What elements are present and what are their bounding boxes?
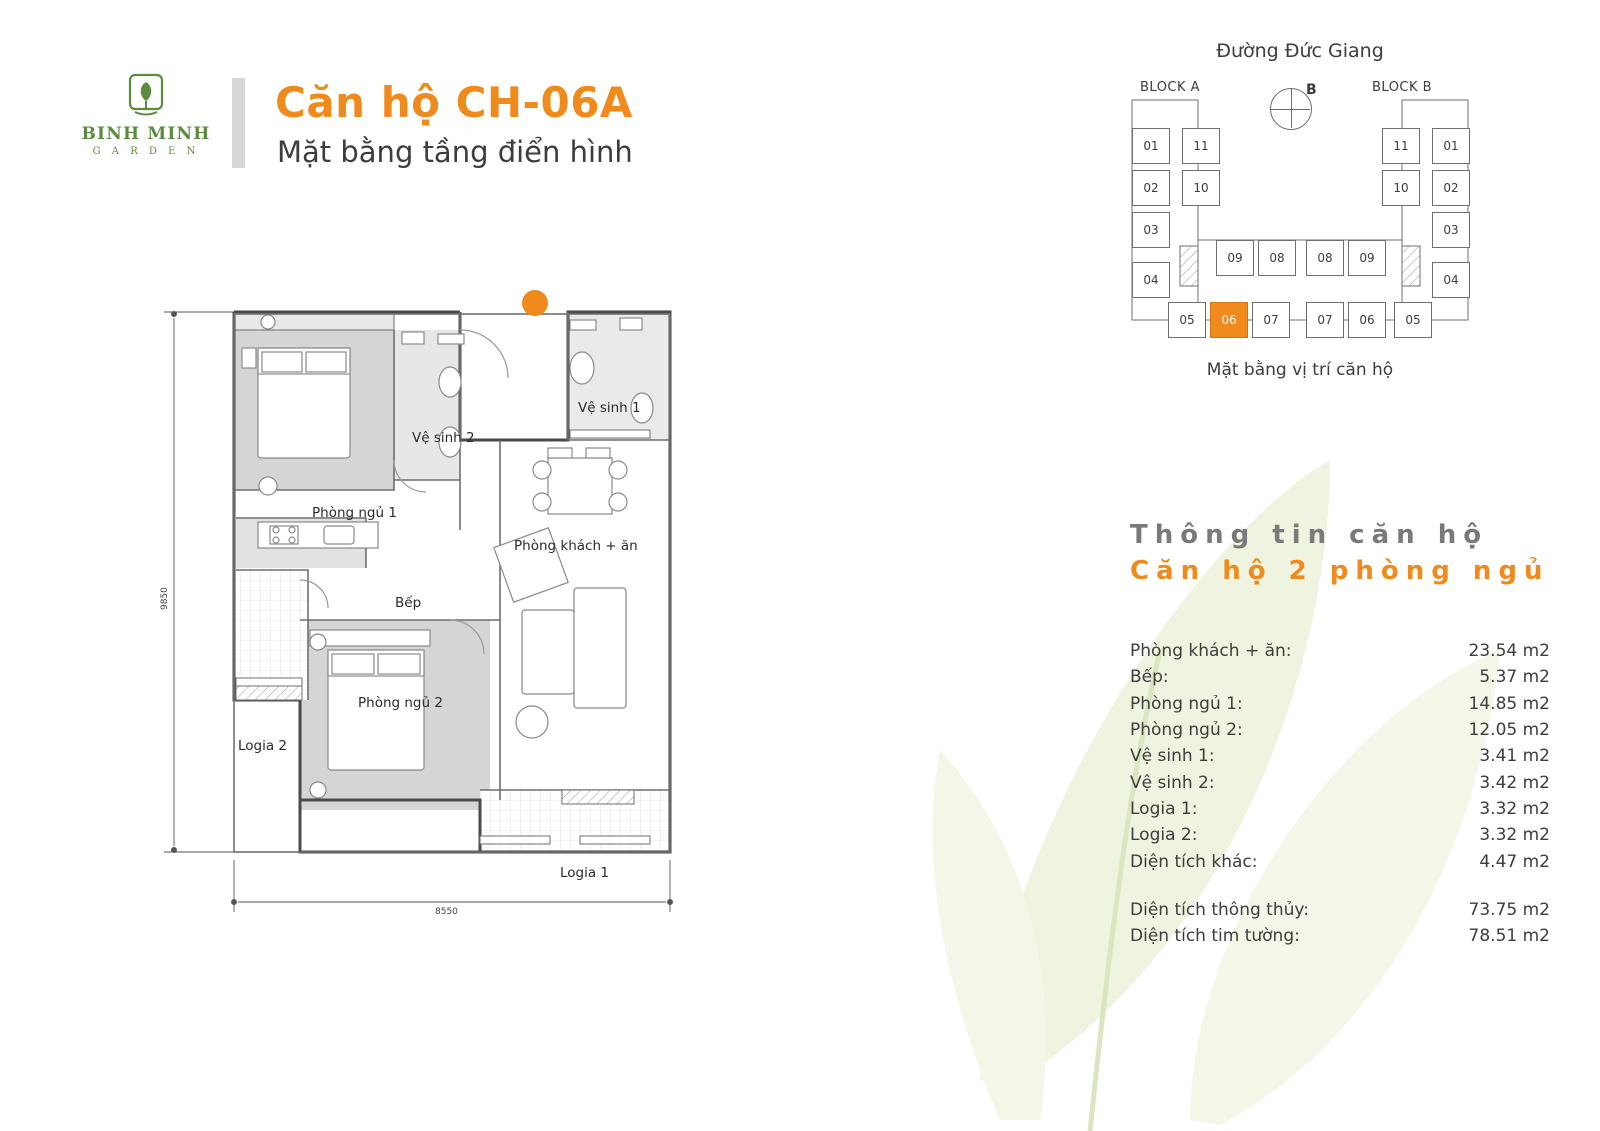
info-row bbox=[1130, 796, 1550, 822]
keyplan-unit-05-right[interactable]: 05 bbox=[1394, 302, 1432, 338]
floor-plan bbox=[150, 290, 710, 930]
info-heading-secondary: Căn hộ 2 phòng ngủ bbox=[1130, 556, 1550, 586]
keyplan-unit-03-left[interactable]: 03 bbox=[1132, 212, 1170, 248]
keyplan-unit-04-right[interactable]: 04 bbox=[1432, 262, 1470, 298]
info-row-label: Vệ sinh 2: bbox=[1130, 772, 1215, 793]
keyplan-unit-09-left[interactable]: 09 bbox=[1216, 240, 1254, 276]
brand-subtitle: G A R D E N bbox=[92, 146, 200, 157]
info-row bbox=[1130, 822, 1550, 848]
keyplan-unit-09-right[interactable]: 09 bbox=[1348, 240, 1386, 276]
apartment-info-panel bbox=[1130, 520, 1550, 950]
info-row-value: 23.54 m2 bbox=[1468, 641, 1550, 661]
info-row-label: Phòng khách + ăn: bbox=[1130, 641, 1292, 661]
keyplan-unit-02-left[interactable]: 02 bbox=[1132, 170, 1170, 206]
info-row bbox=[1130, 849, 1550, 875]
info-total-label: Diện tích tim tường: bbox=[1130, 926, 1300, 947]
info-row bbox=[1130, 743, 1550, 769]
info-row bbox=[1130, 638, 1550, 664]
dimension-vertical: 9850 bbox=[160, 587, 170, 610]
brand-name: BINH MINH bbox=[81, 124, 211, 144]
info-total-label: Diện tích thông thủy: bbox=[1130, 900, 1309, 921]
info-total-row bbox=[1130, 897, 1550, 923]
keyplan-unit-10-left[interactable]: 10 bbox=[1182, 170, 1220, 206]
info-row-value: 3.32 m2 bbox=[1479, 799, 1550, 820]
keyplan-unit-03-right[interactable]: 03 bbox=[1432, 212, 1470, 248]
keyplan-block-a-label: BLOCK A bbox=[1140, 80, 1201, 95]
info-row-label: Bếp: bbox=[1130, 667, 1169, 688]
room-label-logia-1: Logia 1 bbox=[560, 865, 610, 881]
compass-north-label: B bbox=[1306, 82, 1317, 98]
info-row bbox=[1130, 717, 1550, 743]
info-spacer bbox=[1130, 875, 1550, 897]
keyplan-unit-11-right[interactable]: 11 bbox=[1382, 128, 1420, 164]
leaf-logo-icon bbox=[123, 72, 169, 118]
keyplan-unit-06-right[interactable]: 06 bbox=[1348, 302, 1386, 338]
keyplan-unit-07-left[interactable]: 07 bbox=[1252, 302, 1290, 338]
keyplan-unit-11-left[interactable]: 11 bbox=[1182, 128, 1220, 164]
brand-logo bbox=[76, 72, 216, 157]
keyplan-unit-10-right[interactable]: 10 bbox=[1382, 170, 1420, 206]
room-label-bedroom-2: Phòng ngủ 2 bbox=[358, 695, 443, 711]
info-row-label: Diện tích khác: bbox=[1130, 851, 1258, 872]
keyplan-caption: Mặt bằng vị trí căn hộ bbox=[1206, 360, 1394, 380]
info-row-label: Vệ sinh 1: bbox=[1130, 746, 1215, 767]
keyplan-unit-08-left[interactable]: 08 bbox=[1258, 240, 1296, 276]
info-row bbox=[1130, 770, 1550, 796]
keyplan-street-label: Đường Đức Giang bbox=[1216, 40, 1384, 62]
info-row-value: 12.05 m2 bbox=[1468, 720, 1550, 741]
header-divider bbox=[232, 78, 245, 168]
key-plan bbox=[1110, 40, 1490, 400]
info-row-label: Logia 1: bbox=[1130, 799, 1198, 820]
page-subtitle: Mặt bằng tầng điển hình bbox=[277, 135, 633, 169]
keyplan-unit-01-left[interactable]: 01 bbox=[1132, 128, 1170, 164]
info-total-row bbox=[1130, 923, 1550, 949]
info-row-label: Logia 2: bbox=[1130, 825, 1198, 846]
room-label-living-dining: Phòng khách + ăn bbox=[514, 538, 638, 554]
room-label-bathroom-2: Vệ sinh 2 bbox=[412, 430, 475, 446]
info-row-value: 14.85 m2 bbox=[1468, 693, 1550, 714]
info-row-label: Phòng ngủ 2: bbox=[1130, 720, 1243, 741]
info-total-value: 78.51 m2 bbox=[1468, 926, 1550, 947]
info-row-value: 4.47 m2 bbox=[1479, 851, 1550, 872]
info-row-label: Phòng ngủ 1: bbox=[1130, 693, 1243, 714]
keyplan-unit-05-left[interactable]: 05 bbox=[1168, 302, 1206, 338]
room-label-bathroom-1: Vệ sinh 1 bbox=[578, 400, 641, 416]
page-title: Căn hộ CH-06A bbox=[275, 78, 633, 127]
room-label-bedroom-1: Phòng ngủ 1 bbox=[312, 505, 397, 521]
info-row-value: 3.41 m2 bbox=[1479, 746, 1550, 767]
orange-dot-marker bbox=[522, 290, 548, 316]
info-row-value: 3.32 m2 bbox=[1479, 825, 1550, 846]
dimension-horizontal: 8550 bbox=[435, 907, 458, 917]
keyplan-unit-06-selected[interactable]: 06 bbox=[1210, 302, 1248, 338]
info-heading-primary: Thông tin căn hộ bbox=[1130, 520, 1489, 550]
info-row-value: 3.42 m2 bbox=[1479, 772, 1550, 793]
info-row bbox=[1130, 691, 1550, 717]
info-row bbox=[1130, 664, 1550, 690]
keyplan-unit-07-right[interactable]: 07 bbox=[1306, 302, 1344, 338]
info-total-value: 73.75 m2 bbox=[1468, 900, 1550, 921]
keyplan-unit-04-left[interactable]: 04 bbox=[1132, 262, 1170, 298]
info-area-list bbox=[1130, 638, 1550, 950]
keyplan-unit-02-right[interactable]: 02 bbox=[1432, 170, 1470, 206]
room-label-logia-2: Logia 2 bbox=[238, 738, 288, 754]
keyplan-block-b-label: BLOCK B bbox=[1372, 80, 1433, 95]
room-label-kitchen: Bếp bbox=[395, 595, 422, 611]
keyplan-unit-01-right[interactable]: 01 bbox=[1432, 128, 1470, 164]
keyplan-unit-08-right[interactable]: 08 bbox=[1306, 240, 1344, 276]
info-row-value: 5.37 m2 bbox=[1479, 667, 1550, 688]
